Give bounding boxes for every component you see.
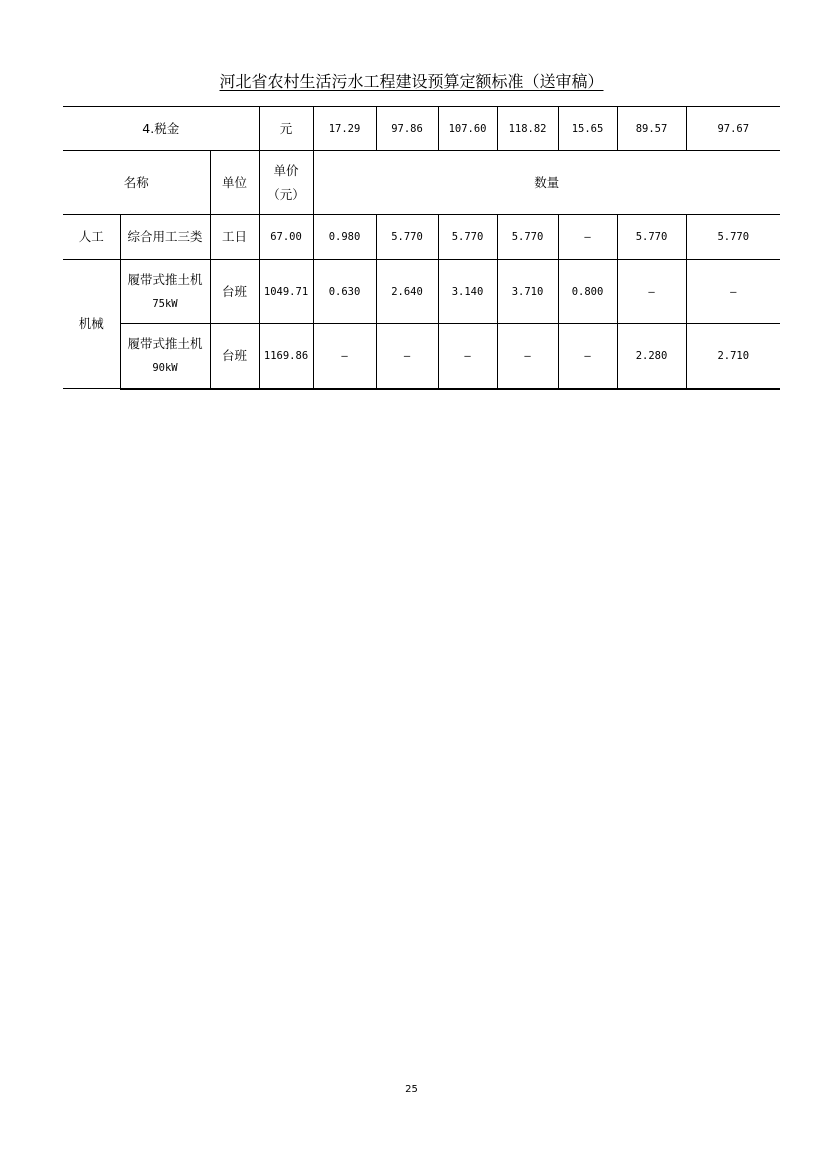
machine-power: 90kW — [152, 361, 178, 374]
machine-name-cell — [120, 260, 210, 324]
machine-name: 履带式推土机 — [127, 335, 203, 351]
tax-row — [63, 107, 780, 151]
tax-unit: 元 — [279, 120, 293, 136]
machine-value-4: – — [497, 324, 558, 389]
machine-name-cell — [120, 324, 210, 389]
quota-table — [63, 106, 780, 390]
machine-row — [63, 324, 780, 389]
machine-value-3: – — [438, 324, 497, 389]
header-price-line1: 单价 — [273, 162, 299, 178]
machine-value-2: – — [376, 324, 438, 389]
machine-value-4: 3.710 — [497, 260, 558, 324]
labor-value-2: 5.770 — [376, 215, 438, 260]
machine-unit: 台班 — [210, 324, 259, 389]
labor-value-1: 0.980 — [313, 215, 376, 260]
tax-value-1: 17.29 — [313, 107, 376, 151]
tax-value-3: 107.60 — [438, 107, 497, 151]
header-title-text: 河北省农村生活污水工程建设预算定额标准（送审稿） — [219, 72, 604, 91]
labor-value-6: 5.770 — [617, 215, 686, 260]
header-price — [259, 151, 313, 215]
machine-value-5: – — [558, 324, 617, 389]
machine-price: 1049.71 — [259, 260, 313, 324]
header-quantity: 数量 — [313, 151, 780, 215]
page-header-title — [0, 71, 823, 93]
machine-price: 1169.86 — [259, 324, 313, 389]
tax-label-cell — [63, 107, 259, 151]
machine-value-6: – — [617, 260, 686, 324]
machine-row — [63, 260, 780, 324]
machine-value-1: 0.630 — [313, 260, 376, 324]
page-number: 25 — [405, 1084, 418, 1095]
machine-value-2: 2.640 — [376, 260, 438, 324]
header-name: 名称 — [63, 151, 210, 215]
machine-name: 履带式推土机 — [127, 271, 203, 287]
tax-value-4: 118.82 — [497, 107, 558, 151]
machine-value-6: 2.280 — [617, 324, 686, 389]
labor-price: 67.00 — [259, 215, 313, 260]
tax-unit-cell — [259, 107, 313, 151]
labor-value-3: 5.770 — [438, 215, 497, 260]
tax-value-7: 97.67 — [686, 107, 780, 151]
machine-value-7: – — [686, 260, 780, 324]
tax-value-2: 97.86 — [376, 107, 438, 151]
labor-category: 人工 — [63, 215, 120, 260]
tax-value-6: 89.57 — [617, 107, 686, 151]
tax-label: 4.税金 — [142, 120, 180, 136]
machine-value-3: 3.140 — [438, 260, 497, 324]
header-unit: 单位 — [210, 151, 259, 215]
labor-unit: 工日 — [210, 215, 259, 260]
machine-category: 机械 — [63, 260, 120, 389]
machine-value-1: – — [313, 324, 376, 389]
labor-value-5: – — [558, 215, 617, 260]
machine-value-7: 2.710 — [686, 324, 780, 389]
machine-power: 75kW — [152, 297, 178, 310]
tax-value-5: 15.65 — [558, 107, 617, 151]
machine-value-5: 0.800 — [558, 260, 617, 324]
labor-row — [63, 215, 780, 260]
machine-unit: 台班 — [210, 260, 259, 324]
header-price-line2: （元） — [267, 186, 305, 202]
labor-value-4: 5.770 — [497, 215, 558, 260]
labor-value-7: 5.770 — [686, 215, 780, 260]
column-header-row — [63, 151, 780, 215]
labor-name: 综合用工三类 — [120, 215, 210, 260]
